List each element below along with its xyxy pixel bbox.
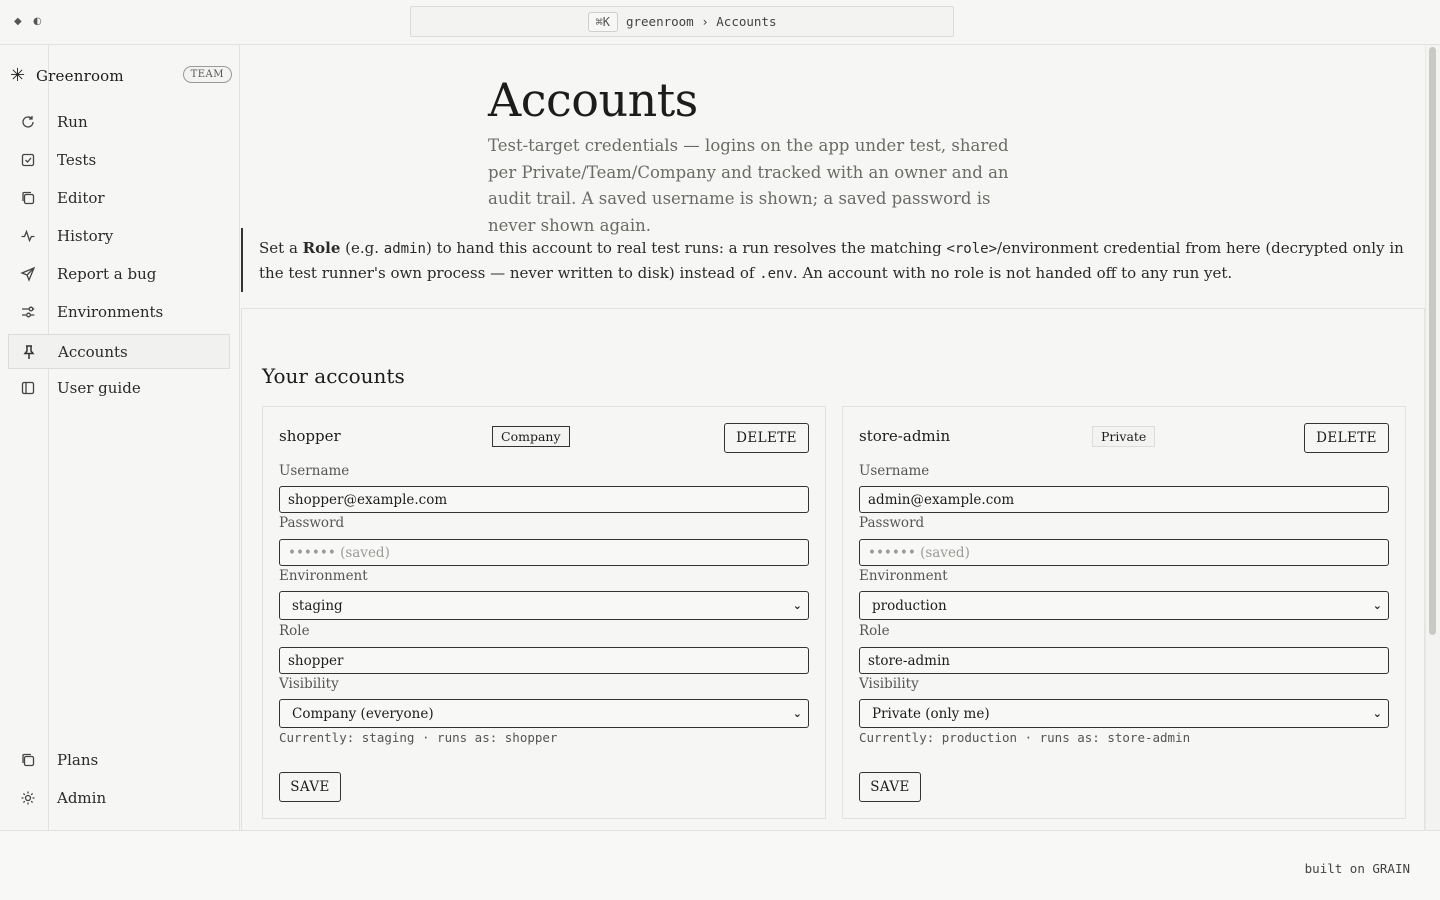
role-label: Role [859, 623, 890, 639]
page-description: Test-target credentials — logins on the app under test, shared per Private/Team/Company and tracked with an owner and an audit trail. A saved username is shown; a saved password is never shown again. [488, 136, 1009, 235]
username-field[interactable]: shopper@example.com [279, 486, 809, 513]
sidebar-item-label: Tests [57, 150, 97, 169]
username-label: Username [279, 463, 350, 479]
accounts-panel [241, 308, 1425, 830]
scope-badge: Company [492, 426, 570, 447]
chevron-down-icon: ⌄ [792, 599, 802, 612]
copy-icon [8, 190, 48, 206]
sidebar-item-label: History [57, 226, 114, 245]
role-field[interactable]: shopper [279, 647, 809, 674]
sidebar-item-editor[interactable] [8, 180, 230, 215]
visibility-select[interactable] [279, 699, 809, 728]
brand-name: Greenroom [36, 67, 124, 85]
sidebar-item-label: User guide [57, 378, 141, 397]
gear-icon [8, 790, 48, 806]
refresh-icon [8, 114, 48, 130]
account-card [842, 406, 1406, 819]
password-field[interactable]: •••••• (saved) [859, 539, 1389, 566]
sidebar-item-report-a-bug[interactable] [8, 256, 230, 291]
diamond-icon[interactable]: ◆ [14, 16, 22, 27]
book-icon [8, 380, 48, 396]
account-card [262, 406, 826, 819]
sidebar-item-environments[interactable] [8, 294, 230, 329]
checkbox-icon [8, 152, 48, 168]
sidebar-item-accounts[interactable] [8, 334, 230, 369]
callout-code: admin [383, 241, 426, 257]
asterisk-logo-icon: ✳ [10, 65, 26, 86]
environment-value: staging [292, 597, 343, 614]
environment-label: Environment [279, 568, 368, 584]
password-label: Password [279, 515, 345, 531]
sliders-icon [8, 304, 48, 320]
role-field[interactable]: store-admin [859, 647, 1389, 674]
username-label: Username [859, 463, 930, 479]
callout-text: Set a [259, 239, 303, 257]
environment-label: Environment [859, 568, 948, 584]
scrollbar-thumb[interactable] [1429, 47, 1436, 635]
scope-badge: Private [1092, 426, 1155, 447]
sidebar-item-label: Admin [57, 788, 107, 807]
command-bar[interactable] [410, 6, 954, 37]
section-title: Your accounts [262, 364, 405, 388]
contrast-icon[interactable]: ◐ [33, 16, 42, 27]
environment-select[interactable] [279, 591, 809, 620]
environment-value: production [872, 597, 947, 614]
visibility-select[interactable] [859, 699, 1389, 728]
visibility-value: Private (only me) [872, 705, 990, 722]
password-field[interactable]: •••••• (saved) [279, 539, 809, 566]
delete-button[interactable]: DELETE [724, 423, 809, 453]
delete-button[interactable]: DELETE [1304, 423, 1389, 453]
visibility-label: Visibility [859, 676, 919, 692]
chevron-down-icon: ⌄ [1372, 707, 1382, 720]
sidebar-item-plans[interactable] [8, 742, 230, 777]
sidebar-item-history[interactable] [8, 218, 230, 253]
password-label: Password [859, 515, 925, 531]
pin-icon [9, 344, 49, 360]
team-badge: TEAM [183, 66, 232, 83]
main-content [241, 45, 1425, 830]
callout-text: /environment credential from here (decrypted only in the test runner's own process — never written to disk) instead of [259, 239, 1404, 282]
chevron-down-icon: ⌄ [1372, 599, 1382, 612]
callout-text: ) to hand this account to real test runs: a run resolves the matching [425, 239, 947, 257]
sidebar-item-label: Editor [57, 188, 105, 207]
sidebar-item-user-guide[interactable] [8, 370, 230, 405]
brand[interactable] [10, 65, 232, 87]
sidebar-item-admin[interactable] [8, 780, 230, 815]
account-name: store-admin [859, 427, 951, 445]
page-title: Accounts [488, 73, 698, 127]
callout-text: (e.g. [340, 239, 384, 257]
username-field[interactable]: admin@example.com [859, 486, 1389, 513]
sidebar-item-tests[interactable] [8, 142, 230, 177]
footer [0, 830, 1440, 900]
callout-code: <role> [946, 241, 998, 257]
status-text: Currently: production · runs as: store-admin [859, 730, 1191, 745]
callout-text: . An account with no role is not handed off to any run yet. [792, 264, 1233, 282]
sidebar-item-label: Accounts [58, 342, 128, 361]
top-bar [0, 0, 1440, 45]
visibility-label: Visibility [279, 676, 339, 692]
sidebar-item-label: Report a bug [57, 264, 157, 283]
sidebar-item-run[interactable] [8, 104, 230, 139]
send-icon [8, 266, 48, 282]
built-on-text: built on GRAIN [1304, 861, 1410, 876]
activity-icon [8, 228, 48, 244]
sidebar-item-label: Run [57, 112, 88, 131]
save-button[interactable]: SAVE [859, 772, 921, 802]
environment-select[interactable] [859, 591, 1389, 620]
sidebar-item-label: Environments [57, 302, 164, 321]
visibility-value: Company (everyone) [292, 705, 434, 722]
sidebar [0, 45, 240, 830]
callout-role-word: Role [302, 239, 341, 257]
shortcut-hint: ⌘K [588, 12, 618, 32]
sidebar-item-label: Plans [57, 750, 99, 769]
role-label: Role [279, 623, 310, 639]
status-text: Currently: staging · runs as: shopper [279, 730, 558, 745]
breadcrumb: greenroom › Accounts [625, 14, 777, 29]
chevron-down-icon: ⌄ [792, 707, 802, 720]
role-callout [241, 228, 1425, 292]
copy-icon [8, 752, 48, 768]
save-button[interactable]: SAVE [279, 772, 341, 802]
account-name: shopper [279, 427, 341, 445]
callout-code: .env [759, 266, 793, 282]
